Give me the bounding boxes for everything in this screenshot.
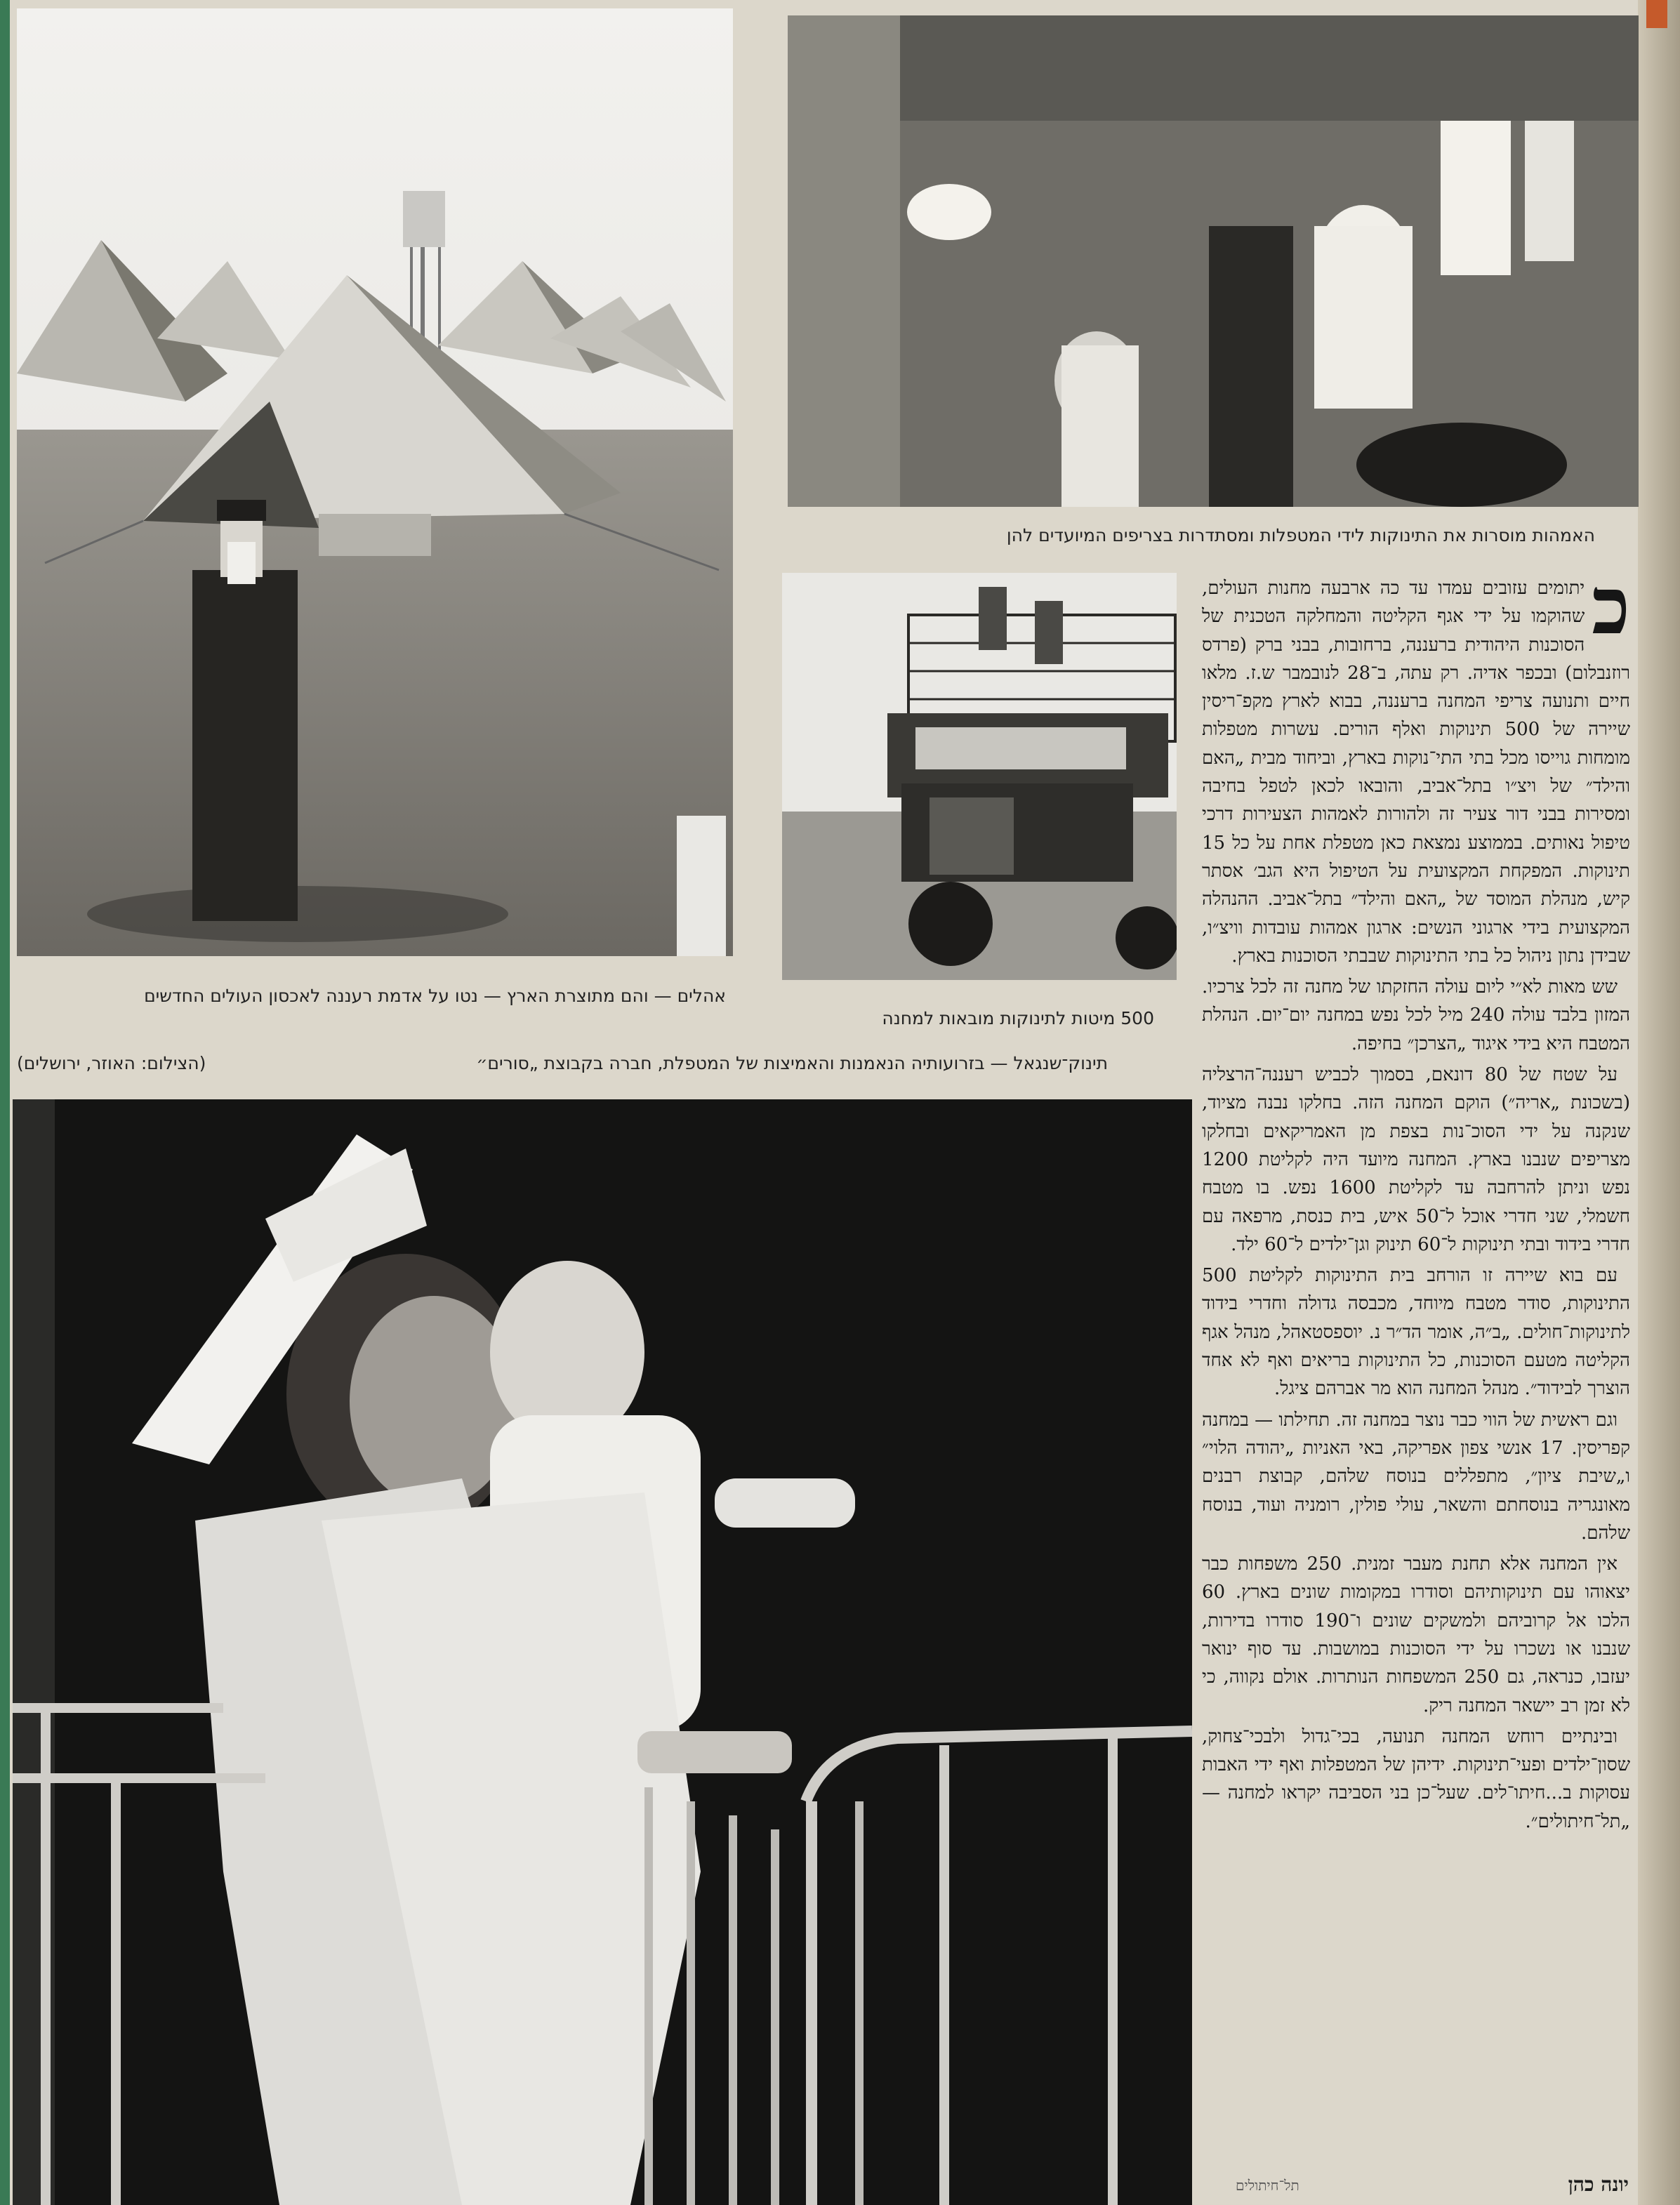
photo-credit: (הצילום: האוזר, ירושלים) <box>17 1053 206 1073</box>
nurse-photo <box>13 1099 1192 2205</box>
tents-caption: אהלים — והם מתוצרת הארץ — נטו על אדמת רעננה לאכסון העולים החדשים <box>144 986 726 1006</box>
article-signoff <box>1236 2173 1629 2201</box>
mothers-photo <box>788 15 1639 507</box>
truck-caption: 500 מיטות לתינוקות מובאות למחנה <box>882 1008 1154 1028</box>
mothers-caption: האמהות מוסרות את התינוקות לידי המטפלות ומסתדרות בצריפים המיועדים להן <box>1006 525 1595 545</box>
nurse-caption: תינוק־שנגאל — בזרועותיה הנאמנות והאמיצות של המטפלת, חברה בקבוצת „סורים״ <box>476 1053 1108 1073</box>
truck-photo <box>782 573 1177 980</box>
page-edge <box>0 0 10 2205</box>
drop-cap: כ <box>1592 574 1630 652</box>
article-paragraph: וגם ראשית של הווי כבר נוצר במחנה זה. תחילתו — במחנה קפריסין. 17 אנשי צפון אפריקה, באי האניות „יהודה הלוי״ ו„שיבת ציון״, מתפללים בנוסח שלהם, קבוצת רבנים מאונגריה בנוסחתם והשאר, עולי פולין, רומניה ועוד, בנוסח שלהם. <box>1202 1409 1630 1544</box>
tents-photo <box>17 8 733 956</box>
article-paragraph: על שטח של 80 דונאם, בסמוך לכביש רעננה־הרצליה (בשכונת „אריה״) הוקם המחנה הזה. בחלקו נבנה מציוד, שנקנה על ידי הסוכ־נות בצפת מן האמריקאים ובחלקו מצריפים שנבנו בארץ. המחנה מיועד היה לקליטת 1200 נפש וניתן להרחבה עד לקליטת 1600 נפש. בו מטבח חשמלי, שני חדרי אוכל ל־50 איש, בית כנסת, מרפאה עם חדרי בידוד ובתי תינוקות ל־60 תינוק וגן־ילדים ל־60 ילד. <box>1202 1064 1630 1255</box>
article-paragraph: ובינתיים רוחש המחנה תנועה, בכי־גדול ולבכי־צחוק, שסון־ילדים ופעי־תינוקות. ידיהן של המטפלות ואף ידי האבות עסוקות ב...חיתו־לים. שעל־כן בני הסביבה יקראו למחנה — „תל־חיתולים״. <box>1202 1726 1630 1832</box>
article-paragraph: שש מאות לא״י ליום עולה החזקתו של מחנה זה לכל צרכיו. המזון בלבד עולה 240 מיל לכל נפש במחנה יום־יום. הנהלת המטבח היא בידי איגוד „הצרכן״ בחיפה. <box>1202 976 1630 1054</box>
article-paragraph: עם בוא שיירה זו הורחב בית התינוקות לקליטת 500 התינוקות, סודר מטבח מיוחד, מכבסה גדולה וחדרי בידוד לתינוקות־חולים. „ב״ה, אומר הד״ר נ. יוספסטאהל, מנהל אגף הקליטה מטעם הסוכנות, כל התינוקות בריאים ואף לא אחד הוצרך לבידוד״. מנהל המחנה הוא מר אברהם ציגל. <box>1202 1265 1630 1400</box>
article-body <box>1202 574 1630 2199</box>
article-paragraph: יתומים עזובים עמדו עד כה ארבעה מחנות העולים, שהוקמו על ידי אגף הקליטה והמחלקה הטכנית של הסוכנות היהודית ברעננה, ברחובות, בבני ברק (פרדס רוזנבלום) ובכפר אדיה. רק עתה, ב־28 לנובמבר ש.ז. מלאו חיים ותנועה צריפי המחנה ברעננה, בבוא לארץ מקפ־ריסין שיירה של 500 תינוקות ואלף הורים. עשרות מטפלות מומחות גוייסו מכל בתי התי־נוקות בארץ, וביחוד מבית „האם והילד״ של ויצ״ו בתל־אביב, והובאו לכאן לטפל בחיבה ומסירות בבני דור צעיר זה ולהורות לאמהות הצעירות דרכי טיפול נאותים. בממוצע נמצאת כאן מטפלת אחת על כל 15 תינוקות. המפקחת המקצועית על הטיפול היא הגב׳ אסתר קיש, מנהלת המוסד של „האם והילד״ בתל־אביב. ההנהלה המקצועית בידי ארגוני הנשים: ארגון אמהות עובדות וויצ״ו, שבידן נתון ניהול כל בתי התינוקות שבבתי הסוכנות בארץ. <box>1202 578 1630 967</box>
article-paragraph: אין המחנה אלא תחנת מעבר זמנית. 250 משפחות כבר יצאוהו עם תינוקותיהם וסודרו במקומות שונים בארץ. 60 הלכו אל קרוביהם ולמשקים שונים ו־190 סודרו בדירות, שנבנו או נשכרו על ידי הסוכנות במושבות. עד סוף ינואר יעזבו, כנראה, גם 250 המשפחות הנותרות. אולם נקווה, כי לא זמן רב יישאר המחנה ריק. <box>1202 1554 1630 1716</box>
next-page-edge <box>1638 0 1680 2205</box>
next-page-corner <box>1646 0 1667 28</box>
footer-note: תל־חיתולים <box>1236 2177 1299 2194</box>
author-name: יונה כהן <box>1568 2173 1629 2196</box>
